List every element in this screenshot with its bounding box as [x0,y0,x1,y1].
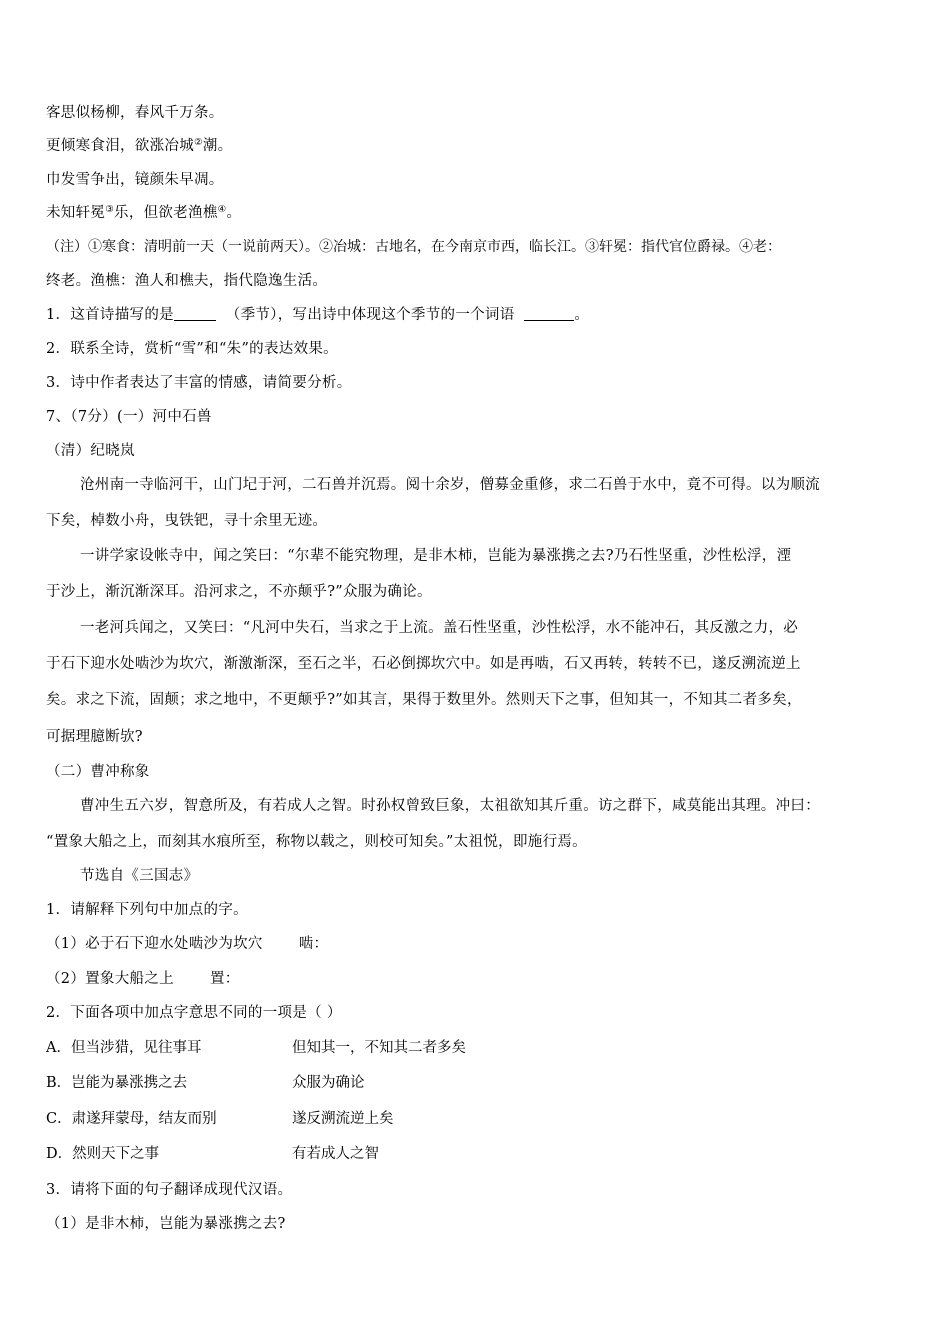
passage-1-para-1-line-1: 沧州南一寺临河干，山门圮于河，二石兽并沉焉。阅十余岁，僧募金重修，求二石兽于水中，竟不可得。以为顺流 [80,477,820,493]
annotation-line-1: （注）①寒食：清明前一天（一说前两天）。②冶城：古地名，在今南京市西，临长江。③轩冕：指代官位爵禄。④老： [46,239,781,255]
passage-2-line-1: 曹冲生五六岁，智意所及，有若成人之智。时孙权曾致巨象，太祖欲知其斤重。访之群下，咸莫能出其理。冲曰： [80,798,820,814]
question-6-2: 2．联系全诗，赏析“雪”和“朱”的表达效果。 [46,341,338,357]
passage-1-para-3-line-3: 矣。求之下流，固颠；求之地中，不更颠乎?”如其言，果得于数里外。然则天下之事，但知其一，不知其二者多矣， [46,692,802,708]
footnote-mark-2: ② [194,137,203,148]
poem-line-4: 未知轩冕③乐，但欲老渔樵④。 [46,204,242,221]
passage-1-para-2-line-1: 一讲学家设帐寺中，闻之笑曰：“尔辈不能究物理，是非木柿，岂能为暴涨携之去?乃石性坚重，沙性松浮，湮 [80,548,792,564]
question-7-header: 7、（7分）(一）河中石兽 [46,409,212,425]
annotation-line-2: 终老。渔樵：渔人和樵夫，指代隐逸生活。 [46,273,328,289]
option-d[interactable]: D．然则天下之事 有若成人之智 [46,1146,379,1162]
question-7-3-1: （1）是非木柿，岂能为暴涨携之去? [46,1216,286,1232]
passage-1-para-2-line-2: 于沙上，渐沉渐深耳。沿河求之，不亦颠乎?”众服为确论。 [46,584,432,600]
passage-1-para-3-line-1: 一老河兵闻之，又笑曰：“凡河中失石，当求之于上流。盖石性坚重，沙性松浮，水不能冲石，其反激之力，必 [80,620,799,636]
question-7-1-2: （2）置象大船之上 置： [46,971,240,987]
answer-blank-season[interactable] [174,306,216,321]
question-7-1: 1．请解释下列句中加点的字。 [46,902,248,918]
answer-blank-word[interactable] [524,306,574,321]
question-7-1-1: （1）必于石下迎水处啮沙为坎穴 啮： [46,936,329,952]
poem-line-2: 更倾寒食泪，欲涨冶城②潮。 [46,137,233,154]
passage-2-title: （二）曹冲称象 [46,764,150,780]
passage-source: 节选自《三国志》 [80,868,199,884]
option-b[interactable]: B．岂能为暴涨携之去 众服为确论 [46,1075,365,1091]
question-6-3: 3．诗中作者表达了丰富的情感，请简要分析。 [46,375,352,391]
passage-1-para-3-line-2: 于石下迎水处啮沙为坎穴，渐激渐深，至石之半，石必倒掷坎穴中。如是再啮，石又再转，转转不已，遂反溯流逆上 [46,656,801,672]
footnote-mark-3: ③ [105,204,115,215]
question-7-3: 3．请将下面的句子翻译成现代汉语。 [46,1182,293,1198]
poem-line-1: 客思似杨柳，春风千万条。 [46,105,224,121]
text-author: （清）纪晓岚 [46,443,135,459]
poem-line-3: 巾发雪争出，镜颜朱早凋。 [46,172,224,188]
question-6-1: 1．这首诗描写的是 （季节），写出诗中体现这个季节的一个词语 。 [46,307,590,323]
option-a[interactable]: A．但当涉猎，见往事耳 但知其一，不知其二者多矣 [46,1040,466,1056]
passage-1-para-1-line-2: 下矣，棹数小舟，曳铁钯，寻十余里无迹。 [46,513,328,529]
passage-2-line-2: “置象大船之上，而刻其水痕所至，称物以载之，则校可知矣。”太祖悦，即施行焉。 [46,834,587,850]
footnote-mark-4: ④ [217,204,227,215]
question-7-2: 2．下面各项中加点字意思不同的一项是（ ） [46,1005,342,1021]
option-c[interactable]: C．肃遂拜蒙母，结友而别 遂反溯流逆上矣 [46,1111,394,1127]
passage-1-para-3-line-4: 可据理臆断欤? [46,729,143,745]
